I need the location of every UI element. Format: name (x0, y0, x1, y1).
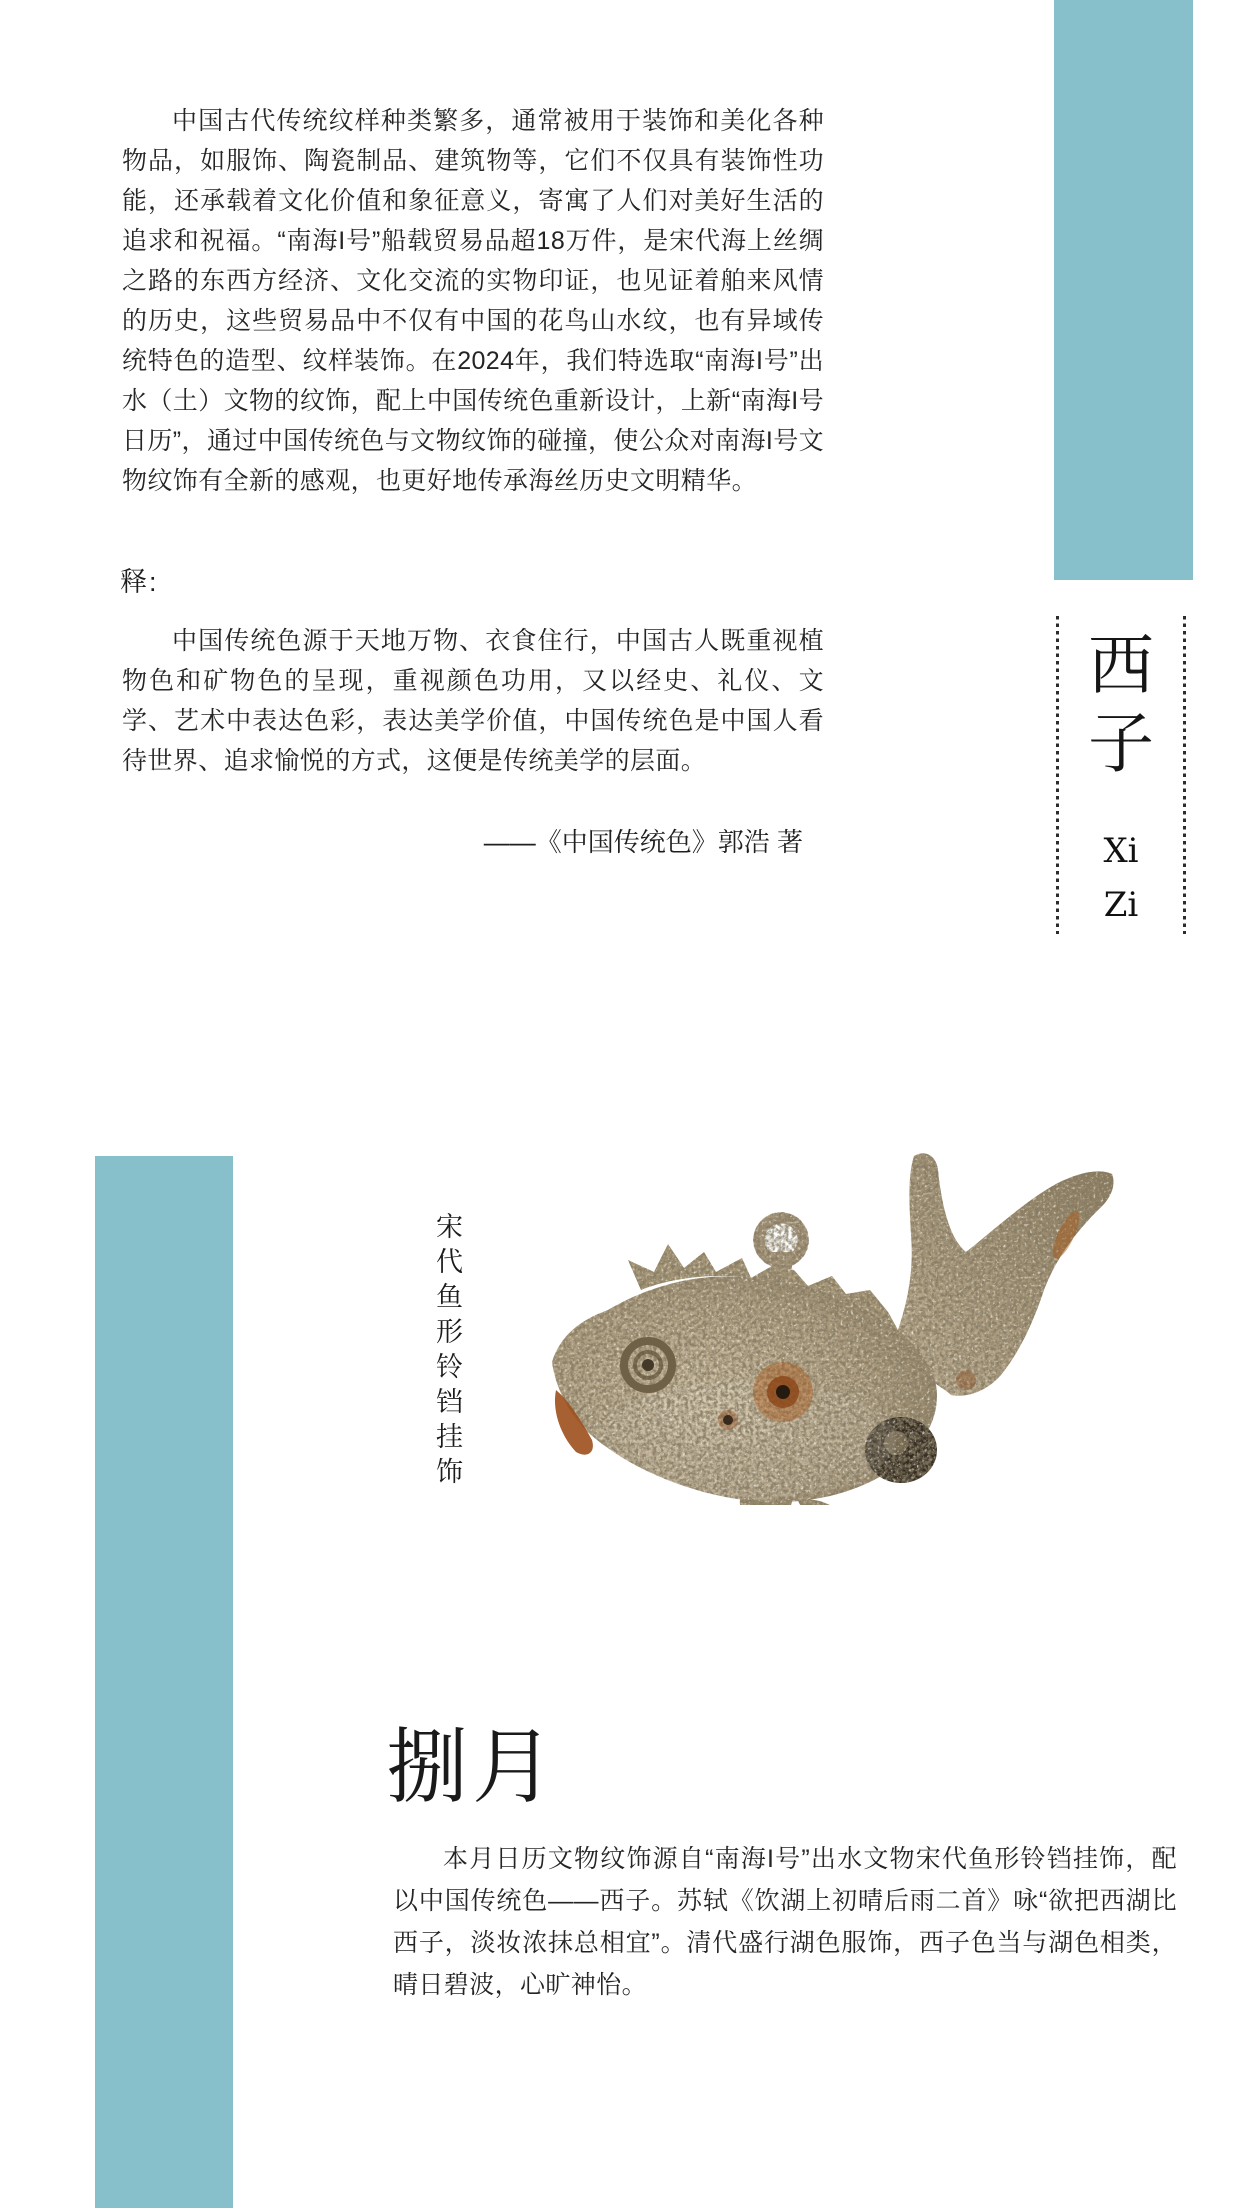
annotation-paragraph: 中国传统色源于天地万物、衣食住行，中国古人既重视植物色和矿物色的呈现，重视颜色功用，又以经史、礼仪、文学、艺术中表达色彩，表达美学价值，中国传统色是中国人看待世界、追求愉悦的方式，这便是传统美学的层面。 (122, 627, 824, 775)
dashed-rule-left (1056, 616, 1059, 934)
month-title: 捌月 (386, 1722, 559, 1813)
annotation-label: 释: (120, 567, 159, 597)
artifact-photo-fish-pendant (546, 1140, 1116, 1505)
corrosion-hole (776, 1385, 790, 1399)
annotation-attribution: ——《中国传统色》郭浩 著 (483, 827, 803, 857)
accent-bar-left (95, 1156, 233, 2208)
color-name-rail (1054, 616, 1188, 934)
color-name-pinyin-1: Xi (1103, 831, 1139, 871)
color-name-pinyin-2: Zi (1103, 885, 1139, 925)
artifact-caption: 宋代鱼形铃铛挂饰 (432, 1212, 462, 1492)
color-name-char-2: 子 (1088, 706, 1154, 780)
accent-bar-top-right (1054, 0, 1193, 580)
month-paragraph: 本月日历文物纹饰源自“南海I号”出水文物宋代鱼形铃铛挂饰，配以中国传统色——西子。苏轼《饮湖上初晴后雨二首》咏“欲把西湖比西子，淡妆浓抹总相宜”。清代盛行湖色服饰，西子色当与湖色相类，晴日碧波，心旷神怡。 (393, 1845, 1177, 1999)
intro-paragraph: 中国古代传统纹样种类繁多，通常被用于装饰和美化各种物品，如服饰、陶瓷制品、建筑物等，它们不仅具有装饰性功能，还承载着文化价值和象征意义，寄寓了人们对美好生活的追求和祝福。“南海I号”船载贸易品超18万件，是宋代海上丝绸之路的东西方经济、文化交流的实物印证，也见证着舶来风情的历史，这些贸易品中不仅有中国的花鸟山水纹，也有异域传统特色的造型、纹样装饰。在2024年，我们特选取“南海I号”出水（土）文物的纹饰，配上中国传统色重新设计，上新“南海I号日历”，通过中国传统色与文物纹饰的碰撞，使公众对南海I号文物纹饰有全新的感观，也更好地传承海丝历史文明精华。 (122, 107, 824, 495)
dashed-rule-right (1183, 616, 1186, 934)
color-name-char-1: 西 (1088, 628, 1154, 702)
